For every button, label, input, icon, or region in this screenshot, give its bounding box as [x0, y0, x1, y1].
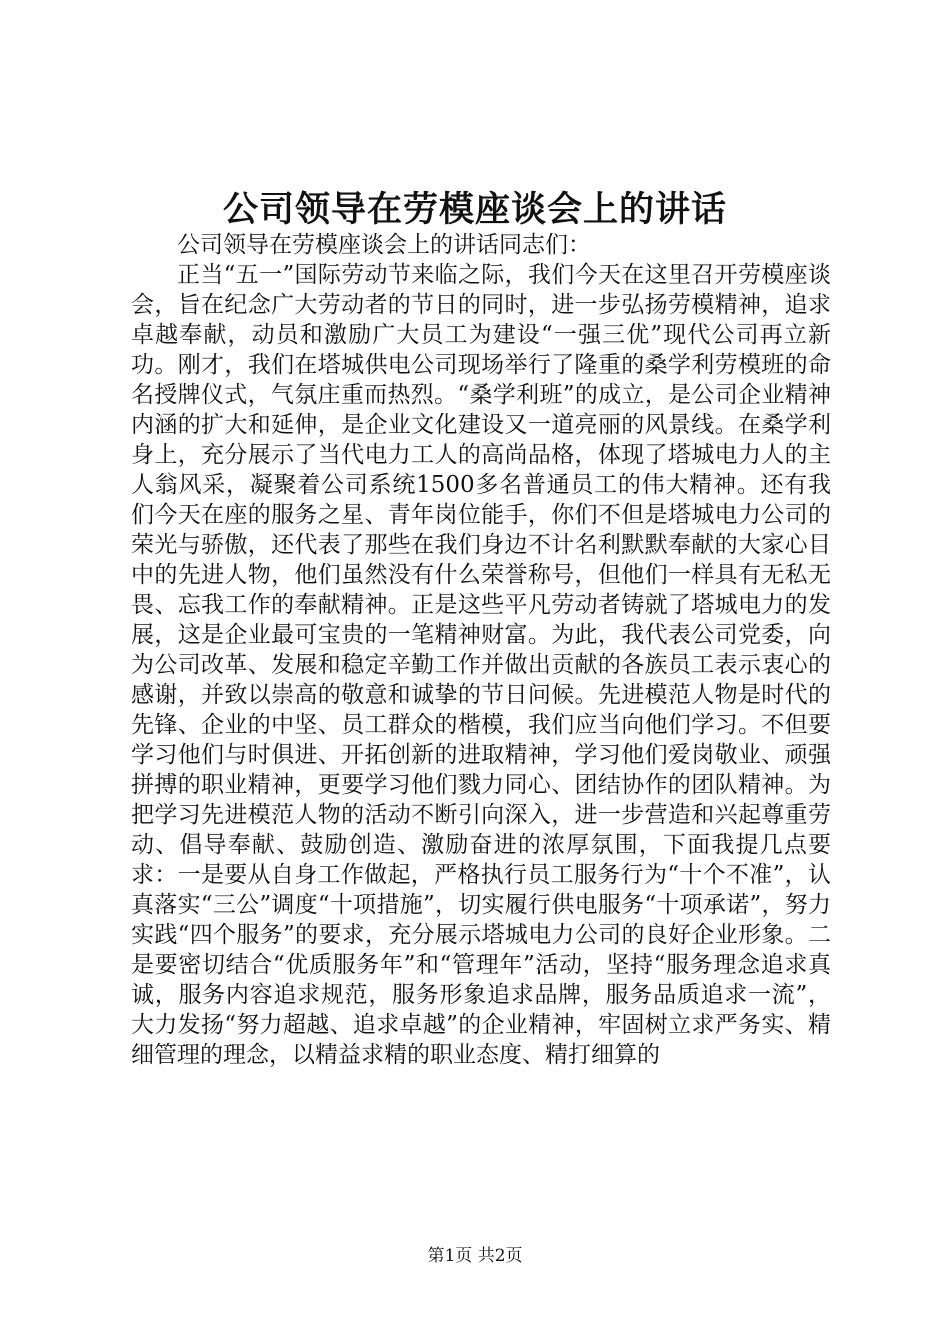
greeting-paragraph: 公司领导在劳模座谈会上的讲话同志们： — [177, 232, 591, 258]
page-number: 第1页 — [427, 1246, 473, 1266]
main-paragraph: 正当“五一”国际劳动节来临之际，我们今天在这里召开劳模座谈会，旨在纪念广大劳动者的节日的同时，进一步弘扬劳模精神，追求卓越奉献，动员和激励广大员工为建设“一强三优”现代公司再立新功。刚才，我们在塔城供电公司现场举行了隆重的桑学利劳模班的命名授牌仪式，气氛庄重而热烈。“桑学利班”的成立，是公司企业精神内涵的扩大和延伸，是企业文化建设又一道亮丽的风景线。在桑学利身上，充分展示了当代电力工人的高尚品格，体现了塔城电力人的主人翁风采，凝聚着公司系统1500多名普通员工的伟大精神。还有我们今天在座的服务之星、青年岗位能手，你们不但是塔城电力公司的荣光与骄傲，还代表了那些在我们身边不计名利默默奉献的大家心目中的先进人物，他们虽然没有什么荣誉称号，但他们一样具有无私无畏、忘我工作的奉献精神。正是这些平凡劳动者铸就了塔城电力的发展，这是企业最可宝贵的一笔精神财富。为此，我代表公司党委，向为公司改革、发展和稳定辛勤工作并做出贡献的各族员工表示衷心的感谢，并致以崇高的敬意和诚挚的节日问候。先进模范人物是时代的先锋、企业的中坚、员工群众的楷模，我们应当向他们学习。不但要学习他们与时俱进、开拓创新的进取精神，学习他们爱岗敬业、顽强拼搏的职业精神，更要学习他们戮力同心、团结协作的团队精神。为把学习先进模范人物的活动不断引向深入，进一步营造和兴起尊重劳动、倡导奉献、鼓励创造、激励奋进的浓厚氛围，下面我提几点要求：一是要从自身工作做起，严格执行员工服务行为“十个不准”，认真落实“三公”调度“十项措施”，切实履行供电服务“十项承诺”，努力实践“四个服务”的要求，充分展示塔城电力公司的良好企业形象。二是要密切结合“优质服务年”和“管理年”活动，坚持“服务理念追求真诚，服务内容追求规范，服务形象追求品牌，服务品质追求一流”，大力发扬“努力超越、追求卓越”的企业精神，牢固树立求严务实、精细管理的理念，以精益求精的职业态度、精打细算的 — [131, 262, 831, 1068]
page-footer — [0, 1245, 950, 1267]
document-title: 公司领导在劳模座谈会上的讲话 — [222, 189, 727, 230]
document-body — [131, 230, 831, 1070]
page-total: 共2页 — [477, 1246, 523, 1266]
